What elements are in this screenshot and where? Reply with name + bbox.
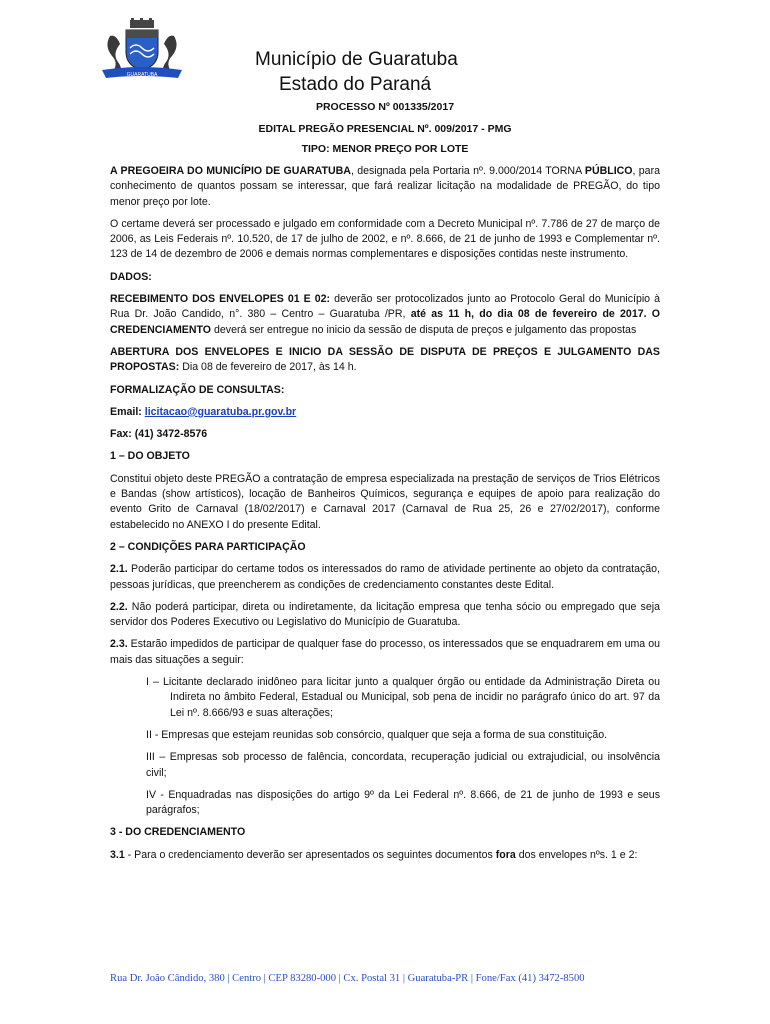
intro-bold2: PÚBLICO <box>584 165 633 177</box>
clause-2-2-num: 2.2. <box>110 600 128 613</box>
intro-bold: A PREGOEIRA DO MUNICÍPIO DE GUARATUBA <box>110 165 351 177</box>
intro-mid: , designada pela Portaria nº. 9.000/2014 TORNA <box>350 165 585 177</box>
item-ii: II - Empresas que estejam reunidas sob consórcio, qualquer que seja a forma de sua constituição. <box>146 728 608 741</box>
item-iii: III – Empresas sob processo de falência, concordata, recuperação judicial ou extrajudicial, ou insolvência civil; <box>146 751 660 779</box>
clause-3-1-bold: fora <box>495 848 516 861</box>
email-label: Email: <box>110 405 145 418</box>
document-body <box>110 164 660 870</box>
dados-heading: DADOS: <box>110 270 152 283</box>
edital-title: EDITAL PREGÃO PRESENCIAL Nº. 009/2017 - PMG <box>258 123 512 135</box>
fax-line: Fax: (41) 3472-8576 <box>110 428 208 441</box>
legal-basis-paragraph: O certame deverá ser processado e julgado em conformidade com a Decreto Municipal nº. 7.786 de 27 de março de 2006, as Leis Federais nº. 10.520, de 17 de julho de 2002, e nº. 8.666, de 21 de junho de 1993 e Complementar nº. 123 de 14 de dezembro de 2006 e demais normas complementares e disposições contidas neste instrumento. <box>110 217 660 261</box>
recebimento-end: deverá ser entregue no inicio da sessão de disputa de preços e julgamento das propostas <box>211 323 637 336</box>
recebimento-paragraph <box>110 292 660 338</box>
header-title: Município de Guaratuba <box>255 49 458 70</box>
email-line <box>110 405 660 420</box>
recebimento-bold2: até as 11 h, do dia 08 de fevereiro de 2017. O CREDENCIAMENTO <box>110 308 660 336</box>
clause-2-2-text: Não poderá participar, direta ou indiretamente, da licitação empresa que tenha sócio ou empregado que seja servidor dos Poderes Executivo ou Legislativo do Município de Guaratuba. <box>110 600 660 629</box>
clause-3-1-text: - Para o credenciamento deverão ser apresentados os seguintes documentos <box>124 848 496 861</box>
email-link[interactable]: licitacao@guaratuba.pr.gov.br <box>144 405 297 418</box>
section-1-text: Constitui objeto deste PREGÃO a contratação de empresa especializada na prestação de serviços de Trios Elétricos e Bandas (show artísticos), locação de Banheiros Químicos, segurança e equipes de apoio para realização do evento Grito de Carnaval (18/02/2017) e Carnaval 2017 (Carnaval de Rua 25, 26 e 27/02/2017), conforme estabelecido no ANEXO I do presente Edital. <box>110 472 660 531</box>
intro-end: , para conhecimento de quantos possam se interessar, que fará realizar licitação na modalidade de PREGÃO, do tipo menor preço por lote. <box>110 165 660 208</box>
process-number: PROCESSO Nº 001335/2017 <box>315 101 455 113</box>
clause-2-1-text: Poderão participar do certame todos os interessados do ramo de atividade pertinente ao objeto da contratação, pessoas jurídicas, que preencherem as condições de credenciamento constantes deste Edital. <box>110 563 660 591</box>
clause-3-1 <box>110 848 660 863</box>
clause-2-3 <box>110 637 660 668</box>
abertura-paragraph <box>110 345 660 376</box>
section-3-title: 3 - DO CREDENCIAMENTO <box>110 826 246 839</box>
item-i: I – Licitante declarado inidôneo para licitar junto a qualquer órgão ou entidade da Administração Direta ou Indireta no âmbito Federal, Estadual ou Municipal, sob pena de incidir no parágrafo único do art. 97 da Lei nº. 8.666/93 e suas alterações; <box>146 676 660 719</box>
section-1-title: 1 – DO OBJETO <box>110 450 190 463</box>
abertura-text: Dia 08 de fevereiro de 2017, às 14 h. <box>179 361 357 374</box>
abertura-bold: ABERTURA DOS ENVELOPES E INICIO DA SESSÃO DE DISPUTA DE PREÇOS E JULGAMENTO DAS PROPOSTAS: <box>110 345 660 374</box>
clause-2-1 <box>110 562 660 593</box>
page-footer: Rua Dr. João Cândido, 380 | Centro | CEP 83280-000 | Cx. Postal 31 | Guaratuba-PR | Fone/Fax (41) 3472-8500 <box>110 973 585 984</box>
clause-2-1-num: 2.1. <box>110 563 128 576</box>
clause-2-3-num: 2.3. <box>110 638 128 651</box>
item-iv: IV - Enquadradas nas disposições do artigo 9º da Lei Federal nº. 8.666, de 21 de junho de 1993 e seus parágrafos; <box>146 788 660 817</box>
formalizacao-heading: FORMALIZAÇÃO DE CONSULTAS: <box>110 383 285 396</box>
crest-banner-text: GUARATUBA <box>126 72 158 78</box>
clause-3-1-num: 3.1 <box>110 848 125 861</box>
clause-2-2 <box>110 600 660 631</box>
header-subtitle: Estado do Paraná <box>279 74 432 95</box>
section-2-title: 2 – CONDIÇÕES PARA PARTICIPAÇÃO <box>110 540 306 553</box>
tipo-line: TIPO: MENOR PREÇO POR LOTE <box>301 143 469 155</box>
recebimento-bold: RECEBIMENTO DOS ENVELOPES 01 E 02: <box>110 293 331 306</box>
clause-2-3-text: Estarão impedidos de participar de qualquer fase do processo, os interessados que se enquadrarem em uma ou mais das situações a seguir: <box>110 638 660 666</box>
recebimento-text: deverão ser protocolizados junto ao Protocolo Geral do Município à Rua Dr. João Candido, n°. 380 – Centro – Guaratuba /PR, <box>110 293 660 321</box>
intro-paragraph <box>110 164 660 210</box>
coat-of-arms-icon <box>96 18 188 84</box>
clause-3-1-end: dos envelopes nºs. 1 e 2: <box>515 848 638 861</box>
